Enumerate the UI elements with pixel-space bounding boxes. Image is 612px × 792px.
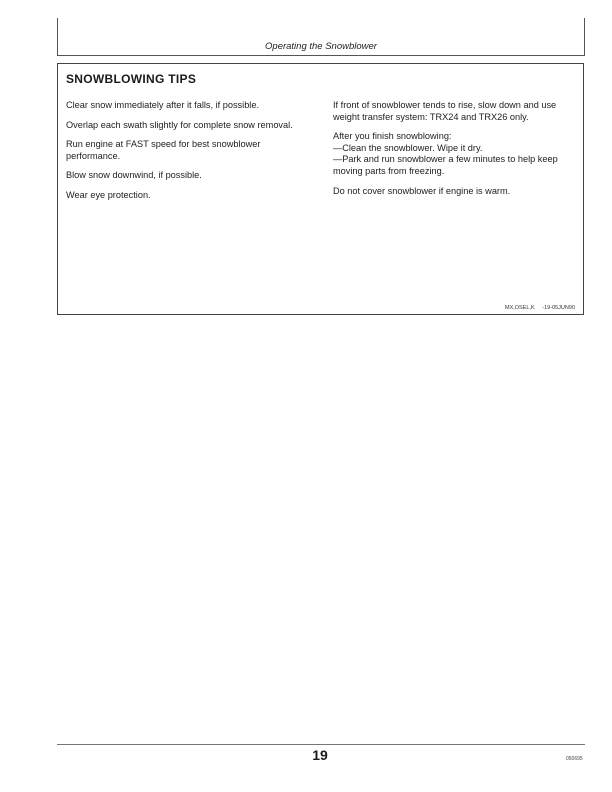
tips-right-column (333, 100, 578, 205)
tips-left-column (66, 100, 304, 210)
tip-item: If front of snowblower tends to rise, slow down and use weight transfer system: TRX24 and TRX26 only. (333, 100, 557, 122)
tip-item: Clear snow immediately after it falls, if possible. (66, 100, 260, 110)
footer-rule (57, 744, 585, 745)
document-code: 050695 (566, 756, 583, 762)
page-number: 19 (312, 747, 328, 763)
tip-item: Overlap each swath slightly for complete snow removal. (66, 119, 293, 130)
tip-item: Wear eye protection. (66, 189, 151, 200)
section-title: Operating the Snowblower (265, 41, 377, 52)
tips-title: SNOWBLOWING TIPS (66, 72, 197, 86)
header-rule-bottom (57, 55, 585, 56)
after-snowblowing-item: —Park and run snowblower a few minutes to help keep moving parts from freezing. (333, 154, 558, 176)
reference-code: MX,OSEL,K -19-05JUN90 (505, 305, 575, 311)
after-snowblowing-heading: After you finish snowblowing: (333, 131, 452, 142)
tip-item: Blow snow downwind, if possible. (66, 170, 202, 181)
tip-item: Do not cover snowblower if engine is warm. (333, 185, 511, 196)
after-snowblowing-item: —Clean the snowblower. Wipe it dry. (333, 142, 483, 153)
snowblowing-tips-box (57, 63, 584, 315)
tip-item: Run engine at FAST speed for best snowblower performance. (66, 139, 261, 161)
after-snowblowing-group (333, 131, 578, 177)
